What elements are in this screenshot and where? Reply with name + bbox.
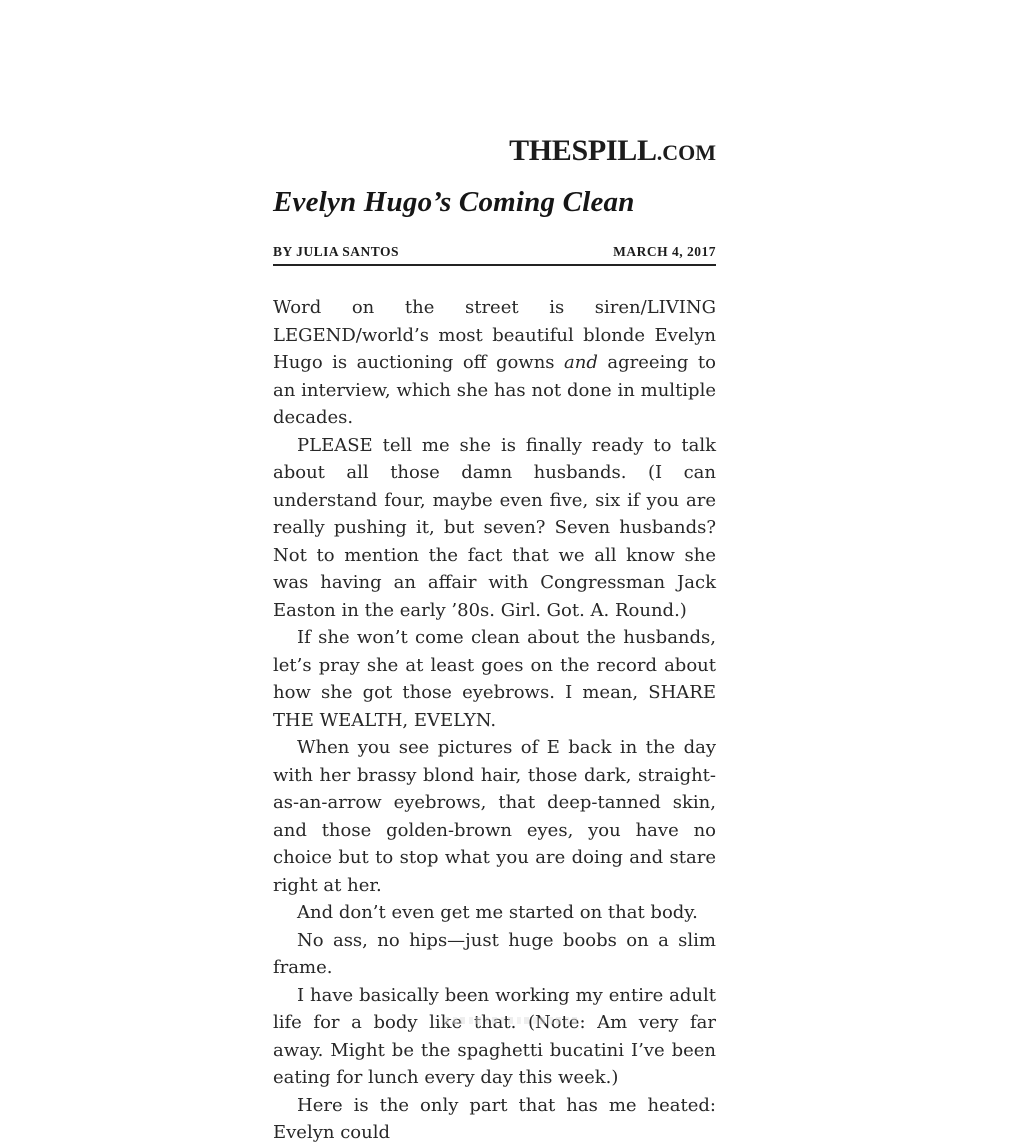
byline-row	[273, 244, 716, 260]
article-paragraph	[273, 432, 716, 625]
text-run: Word on the street is siren/LIVING LEGEND/world’s most beautiful blonde Evelyn Hugo is auctioning off gowns	[273, 297, 716, 373]
text-run: Here is the only part that has me heated: Evelyn could	[273, 1094, 716, 1143]
article-paragraph	[273, 734, 716, 899]
clipped-text-fragment	[444, 1017, 580, 1024]
article-paragraph	[273, 1092, 716, 1147]
article-title: Evelyn Hugo’s Coming Clean	[273, 186, 635, 218]
site-name: THESPILL	[509, 134, 657, 167]
text-run: I have basically been working my entire adult life for a body like that. (Note: Am very far away. Might be the spaghetti bucatini I’ve been eating for lunch every day this week.)	[273, 984, 716, 1088]
byline-author: BY JULIA SANTOS	[273, 244, 400, 259]
site-masthead	[273, 134, 716, 168]
text-run: No ass, no hips—just huge boobs on a slim frame.	[273, 929, 716, 978]
byline-rule	[273, 264, 716, 266]
text-run: And don’t even get me started on that body.	[297, 902, 698, 923]
article-paragraph	[273, 294, 716, 432]
article-paragraph	[273, 899, 716, 927]
article-paragraph	[273, 624, 716, 734]
article-paragraph	[273, 982, 716, 1092]
article-paragraph	[273, 927, 716, 982]
text-run: agreeing to an interview, which she has not done in multiple decades.	[273, 352, 716, 428]
text-run: If she won’t come clean about the husbands, let’s pray she at least goes on the record about how she got those eyebrows. I mean, SHARE THE WEALTH, EVELYN.	[273, 627, 716, 731]
site-tld: .COM	[656, 140, 716, 165]
article-date: MARCH 4, 2017	[613, 244, 716, 259]
text-run: When you see pictures of E back in the day with her brassy blond hair, those dark, straight-as-an-arrow eyebrows, that deep-tanned skin, and those golden-brown eyes, you have no choice but to stop what you are doing and stare right at her.	[273, 737, 716, 896]
text-run: PLEASE tell me she is finally ready to talk about all those damn husbands. (I can understand four, maybe even five, six if you are really pushing it, but seven? Seven husbands? Not to mention the fact that we all know she was having an affair with Congressman Jack Easton in the early ’80s. Girl. Got. A. Round.)	[273, 434, 716, 621]
italic-run: and	[564, 352, 598, 373]
